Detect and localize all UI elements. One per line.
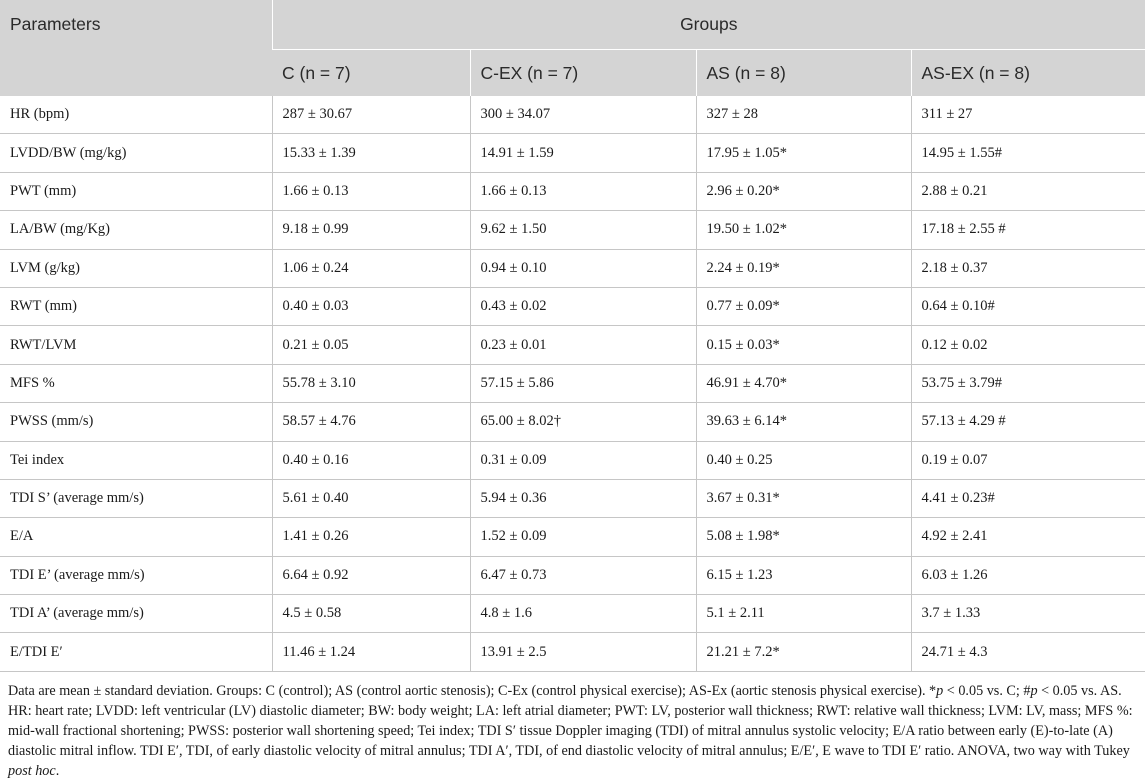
table-footnote	[8, 681, 1138, 781]
parameter-cell: PWSS (mm/s)	[0, 403, 272, 441]
parameter-cell: Tei index	[0, 441, 272, 479]
value-cell-c-ex: 65.00 ± 8.02†	[470, 403, 696, 441]
parameter-cell: RWT (mm)	[0, 287, 272, 325]
value-cell-c: 0.40 ± 0.03	[272, 287, 470, 325]
value-cell-as-ex: 4.92 ± 2.41	[911, 518, 1145, 556]
value-cell-as: 327 ± 28	[696, 96, 911, 134]
groups-header: Groups	[272, 0, 1145, 50]
value-cell-as: 46.91 ± 4.70*	[696, 364, 911, 402]
value-cell-as-ex: 57.13 ± 4.29 #	[911, 403, 1145, 441]
value-cell-c-ex: 0.43 ± 0.02	[470, 287, 696, 325]
value-cell-c: 4.5 ± 0.58	[272, 595, 470, 633]
value-cell-as: 0.15 ± 0.03*	[696, 326, 911, 364]
value-cell-c-ex: 1.66 ± 0.13	[470, 172, 696, 210]
footnote-p-2: p	[1030, 683, 1038, 699]
value-cell-as: 21.21 ± 7.2*	[696, 633, 911, 671]
footnote-text-1: Data are mean ± standard deviation. Groups: C (control); AS (control aortic stenosis); C-Ex (control physical exercise); AS-Ex (aortic stenosis physical exercise). *	[8, 683, 937, 699]
value-cell-as-ex: 17.18 ± 2.55 #	[911, 211, 1145, 249]
parameter-cell: TDI E’ (average mm/s)	[0, 556, 272, 594]
table-row	[0, 364, 1145, 402]
value-cell-c-ex: 0.23 ± 0.01	[470, 326, 696, 364]
column-header-as-ex: AS-EX (n = 8)	[911, 50, 1145, 97]
table-row	[0, 287, 1145, 325]
value-cell-c: 0.21 ± 0.05	[272, 326, 470, 364]
value-cell-c-ex: 14.91 ± 1.59	[470, 134, 696, 172]
parameter-cell: LVM (g/kg)	[0, 249, 272, 287]
value-cell-c: 0.40 ± 0.16	[272, 441, 470, 479]
value-cell-c: 58.57 ± 4.76	[272, 403, 470, 441]
value-cell-as: 3.67 ± 0.31*	[696, 479, 911, 517]
column-header-as: AS (n = 8)	[696, 50, 911, 97]
value-cell-as: 6.15 ± 1.23	[696, 556, 911, 594]
value-cell-as: 39.63 ± 6.14*	[696, 403, 911, 441]
parameter-cell: LVDD/BW (mg/kg)	[0, 134, 272, 172]
value-cell-as-ex: 2.18 ± 0.37	[911, 249, 1145, 287]
value-cell-as: 2.96 ± 0.20*	[696, 172, 911, 210]
value-cell-c-ex: 300 ± 34.07	[470, 96, 696, 134]
value-cell-as-ex: 2.88 ± 0.21	[911, 172, 1145, 210]
footnote-text-2: < 0.05 vs. C; #	[943, 683, 1031, 699]
table-row	[0, 556, 1145, 594]
value-cell-as-ex: 0.12 ± 0.02	[911, 326, 1145, 364]
parameter-cell: RWT/LVM	[0, 326, 272, 364]
table-header-row	[0, 0, 1145, 50]
table-row	[0, 518, 1145, 556]
table-row	[0, 134, 1145, 172]
value-cell-as: 2.24 ± 0.19*	[696, 249, 911, 287]
parameters-header: Parameters	[0, 0, 272, 96]
value-cell-as-ex: 24.71 ± 4.3	[911, 633, 1145, 671]
value-cell-c: 11.46 ± 1.24	[272, 633, 470, 671]
value-cell-as: 0.40 ± 0.25	[696, 441, 911, 479]
value-cell-c-ex: 4.8 ± 1.6	[470, 595, 696, 633]
parameter-cell: HR (bpm)	[0, 96, 272, 134]
table-row	[0, 441, 1145, 479]
parameter-cell: PWT (mm)	[0, 172, 272, 210]
value-cell-c: 1.66 ± 0.13	[272, 172, 470, 210]
table-row	[0, 326, 1145, 364]
value-cell-c-ex: 57.15 ± 5.86	[470, 364, 696, 402]
value-cell-as-ex: 6.03 ± 1.26	[911, 556, 1145, 594]
value-cell-as-ex: 53.75 ± 3.79#	[911, 364, 1145, 402]
value-cell-c: 9.18 ± 0.99	[272, 211, 470, 249]
value-cell-as: 19.50 ± 1.02*	[696, 211, 911, 249]
footnote-post-hoc: post hoc	[8, 763, 56, 779]
parameter-cell: MFS %	[0, 364, 272, 402]
value-cell-c: 1.41 ± 0.26	[272, 518, 470, 556]
footnote-end: .	[55, 763, 60, 779]
value-cell-as: 17.95 ± 1.05*	[696, 134, 911, 172]
value-cell-as-ex: 0.19 ± 0.07	[911, 441, 1145, 479]
value-cell-as: 5.08 ± 1.98*	[696, 518, 911, 556]
footnote-text-3: < 0.05 vs. AS. HR: heart rate; LVDD: left ventricular (LV) diastolic diameter; BW: body weight; LA: left atrial diameter; PWT: LV, posterior wall thickness; RWT: relative wall thickness; LVM: LV, mass; MFS %: mid-wall fractional shortening; PWSS: posterior wall shortening speed; Tei index; TDI S′ tissue Doppler imaging (TDI) of mitral annulus systolic velocity; E/A ratio between early (E)-to-late (A) diastolic mitral inflow. TDI E′, TDI, of early diastolic velocity of mitral annulus; TDI A′, TDI, of end diastolic velocity of mitral annulus; E/E′, E wave to TDI E′ ratio. ANOVA, two way with Tukey	[8, 683, 1133, 759]
value-cell-c: 5.61 ± 0.40	[272, 479, 470, 517]
table-row	[0, 211, 1145, 249]
table-row	[0, 172, 1145, 210]
footnote-p-1: p	[936, 683, 944, 699]
value-cell-as-ex: 4.41 ± 0.23#	[911, 479, 1145, 517]
table-body	[0, 96, 1145, 671]
value-cell-c-ex: 5.94 ± 0.36	[470, 479, 696, 517]
parameter-cell: TDI S’ (average mm/s)	[0, 479, 272, 517]
table-row	[0, 403, 1145, 441]
parameter-cell: LA/BW (mg/Kg)	[0, 211, 272, 249]
parameter-cell: E/A	[0, 518, 272, 556]
value-cell-c-ex: 0.31 ± 0.09	[470, 441, 696, 479]
value-cell-c: 287 ± 30.67	[272, 96, 470, 134]
table-row	[0, 479, 1145, 517]
value-cell-c-ex: 9.62 ± 1.50	[470, 211, 696, 249]
value-cell-as: 0.77 ± 0.09*	[696, 287, 911, 325]
table-row	[0, 249, 1145, 287]
value-cell-as: 5.1 ± 2.11	[696, 595, 911, 633]
value-cell-as-ex: 0.64 ± 0.10#	[911, 287, 1145, 325]
value-cell-c-ex: 6.47 ± 0.73	[470, 556, 696, 594]
value-cell-c: 6.64 ± 0.92	[272, 556, 470, 594]
value-cell-as-ex: 311 ± 27	[911, 96, 1145, 134]
value-cell-as-ex: 14.95 ± 1.55#	[911, 134, 1145, 172]
table-row	[0, 96, 1145, 134]
value-cell-as-ex: 3.7 ± 1.33	[911, 595, 1145, 633]
parameter-cell: E/TDI E′	[0, 633, 272, 671]
column-header-c-ex: C-EX (n = 7)	[470, 50, 696, 97]
value-cell-c-ex: 1.52 ± 0.09	[470, 518, 696, 556]
value-cell-c-ex: 13.91 ± 2.5	[470, 633, 696, 671]
table-row	[0, 633, 1145, 671]
value-cell-c-ex: 0.94 ± 0.10	[470, 249, 696, 287]
column-header-c: C (n = 7)	[272, 50, 470, 97]
value-cell-c: 1.06 ± 0.24	[272, 249, 470, 287]
value-cell-c: 55.78 ± 3.10	[272, 364, 470, 402]
parameter-cell: TDI A’ (average mm/s)	[0, 595, 272, 633]
value-cell-c: 15.33 ± 1.39	[272, 134, 470, 172]
table-row	[0, 595, 1145, 633]
